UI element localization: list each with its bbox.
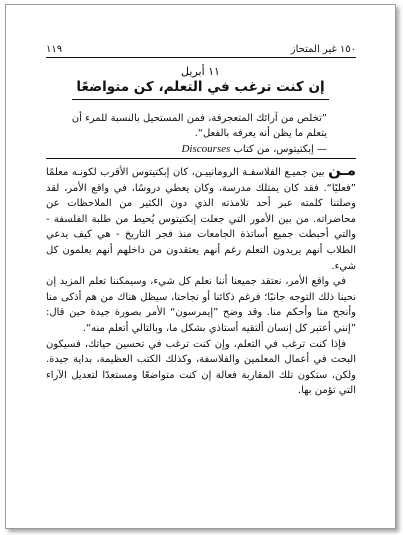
paragraph-1-text: بين جميـع الفلاسفـة الرومانييـن، كان إبكتيتوس الأقرب لكونـه معلمًا ”فعليًا“. فقد كان يمتلك مدرسة، وكان يعطي دروسًا، في واقع الأمر، لقد وصلتنا كلمته عبر أحد تلامذته الذي دون الكثير من الملاحظات عن محاضراته. من بين الأمور التي جعلت إبكتيتوس يُحيط من طلبة الفلسفة - والتي أحبطت جميع أساتذة الجامعات منذ فجر التاريخ - هي كيف يدعي الطلاب أنهم يريدون التعلم رغم أنهم يعتقدون من داخلهم أنهم يعلمون كل شيء. — [46, 167, 356, 272]
body-text — [46, 163, 356, 399]
paragraph-2: في واقع الأمر، نعتقد جميعنا أننا نعلم كل شيء، وسيمكننا تعلم المزيد إن نحينا ذلك التوجه جانبًا؛ فرغم ذكائنا أو نجاحنا، سيظل هناك من هم أذكى منا وأنجح منا وأحكم منا. وقد وضح ”إيمرسون“ الأمر بصورة جيدة حين قال: ”إنني أعتبر كل إنسان ألتقيه أستاذي بشكل ما، وبالتالي أتعلم منه“. — [46, 276, 356, 334]
epigraph-attribution — [54, 142, 327, 157]
attribution-prefix: — إبكتيتوس، من كتاب — [233, 144, 327, 155]
chapter-date: ١١ أبريل — [181, 65, 220, 78]
page-frame — [5, 4, 396, 529]
running-header — [46, 43, 356, 58]
page-number: ١١٩ — [46, 44, 63, 55]
paragraph-1 — [46, 163, 356, 274]
body-divider — [46, 158, 356, 159]
attribution-book: Discourses — [181, 143, 231, 155]
paragraph-3: فإذا كنت ترغب في التعلم، وإن كنت ترغب في تحسين حياتك، فسيكون البحث في أعمال المعلمين والفلاسفة، وكذلك الكتب العظيمة، بداية جيدة. ولكن، ستكون تلك المقاربة فعالة إن كنت متواضعًا ومستعدًا لتعديل الآراء التي تؤمن بها. — [46, 338, 356, 397]
title-divider — [72, 99, 329, 100]
lead-word: مـن — [328, 161, 356, 179]
running-title: ١٥٠ غير المتحاز — [290, 44, 356, 55]
chapter-title: إن كنت ترغب في التعلم، كن متواضعًا — [76, 79, 325, 95]
book-page — [6, 5, 395, 528]
epigraph-quote: ”تخلص من آرائك المتعجرفة، فمن المستحيل بالنسبة للمرء أن يتعلم ما يظن أنه يعرفه بالفعل“. — [71, 113, 327, 139]
